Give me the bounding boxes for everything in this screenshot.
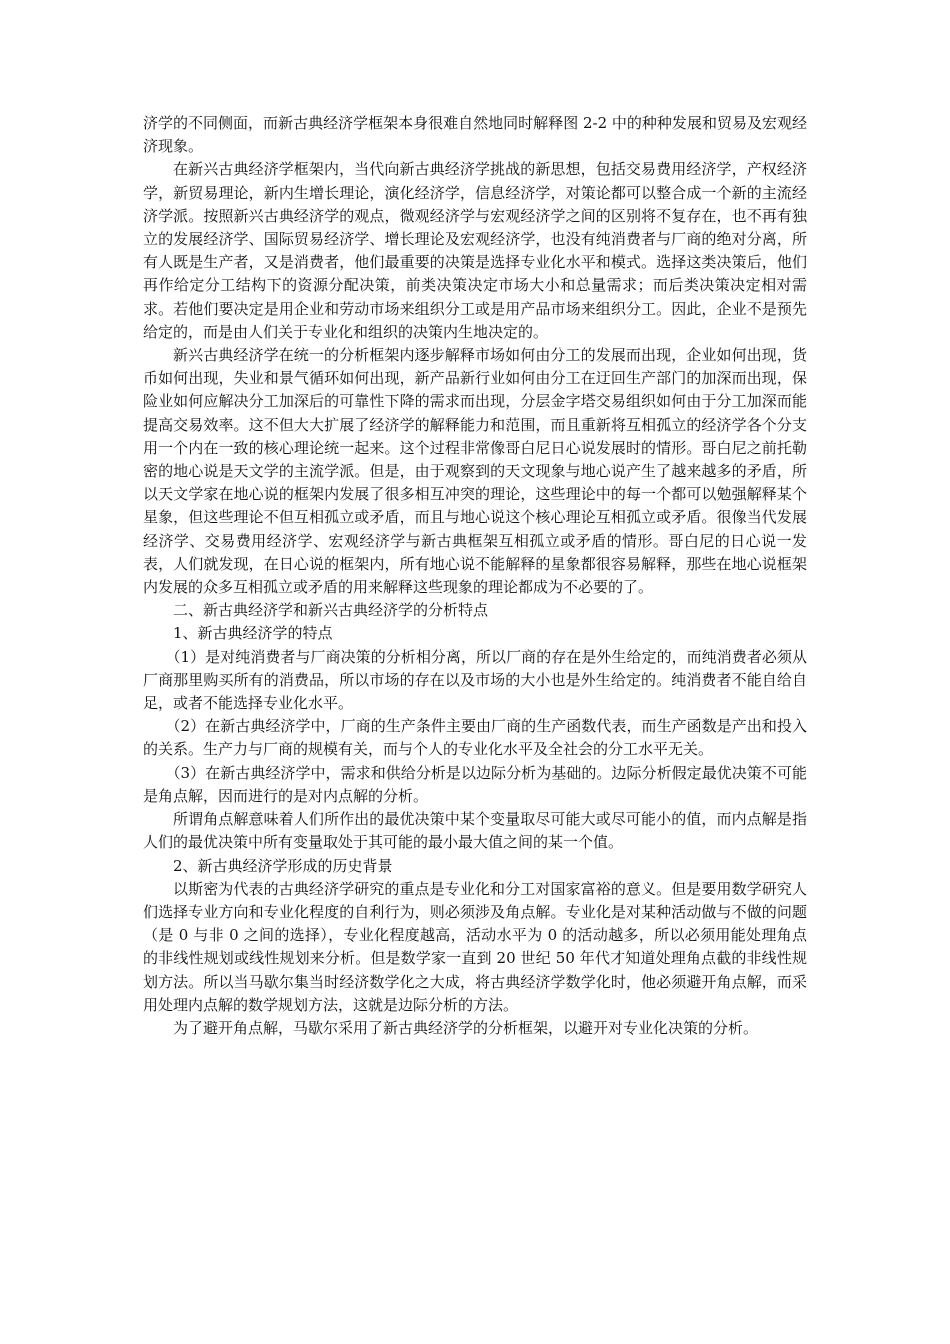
subsection-heading-1: 1、新古典经济学的特点 — [173, 624, 333, 643]
document-page — [143, 112, 807, 1040]
paragraph-2: 在新兴古典经济学框架内，当代向新古典经济学挑战的新思想，包括交易费用经济学，产权经济学，新贸易理论，新内生增长理论，演化经济学，信息经济学，对策论都可以整合成一个新的主流经济学派。按照新兴古典经济学的观点，微观经济学与宏观经济学之间的区别将不复存在，也不再有独立的发展经济学、国际贸易经济学、增长理论及宏观经济学，也没有纯消费者与厂商的绝对分离，所有人既是生产者，又是消费者，他们最重要的决策是选择专业化水平和模式。选择这类决策后，他们再作给定分工结构下的资源分配决策，前类决策决定市场大小和总量需求；而后类决策决定相对需求。若他们要决定是用企业和劳动市场来组织分工或是用产品市场来组织分工。因此，企业不是预先给定的，而是由人们关于专业化和组织的决策内生地决定的。 — [143, 160, 807, 341]
paragraph-1: 济学的不同侧面，而新古典经济学框架本身很难自然地同时解释图 2-2 中的种种发展和贸易及宏观经济现象。 — [143, 114, 807, 156]
list-item-3: （3）在新古典经济学中，需求和供给分析是以边际分析为基础的。边际分析假定最优决策不可能是角点解，因而进行的是对内点解的分析。 — [143, 763, 807, 805]
paragraph-marshall: 为了避开角点解，马歇尔采用了新古典经济学的分析框架，以避开对专业化决策的分析。 — [173, 1018, 759, 1037]
list-item-1: （1）是对纯消费者与厂商决策的分析相分离，所以厂商的存在是外生给定的，而纯消费者必须从厂商那里购买所有的消费品，所以市场的存在以及市场的大小也是外生给定的。纯消费者不能自给自足，或者不能选择专业化水平。 — [143, 647, 807, 713]
section-heading-2: 二、新古典经济学和新兴古典经济学的分析特点 — [173, 601, 489, 620]
paragraph-history: 以斯密为代表的古典经济学研究的重点是专业化和分工对国家富裕的意义。但是要用数学研究人们选择专业方向和专业化程度的自利行为，则必须涉及角点解。专业化是对某种活动做与不做的问题（是 0 与非 0 之间的选择），专业化程度越高，活动水平为 0 的活动越多，所以必须用能处理角点的非线性规划或线性规划来分析。但是数学家一直到 20 世纪 50 年代才知道处理角点截的非线性规划方法。所以当马歇尔集当时经济数学化之大成，将古典经济学数学化时，他必须避开角点解，而采用处理内点解的数学规划方法，这就是边际分析的方法。 — [143, 879, 807, 1014]
paragraph-corner-solution: 所谓角点解意味着人们所作出的最优决策中某个变量取尽可能大或尽可能小的值，而内点解是指人们的最优决策中所有变量取处于其可能的最小最大值之间的某一个值。 — [143, 810, 807, 852]
subsection-heading-2: 2、新古典经济学形成的历史背景 — [173, 856, 393, 875]
paragraph-3: 新兴古典经济学在统一的分析框架内逐步解释市场如何由分工的发展而出现，企业如何出现，货币如何出现，失业和景气循环如何出现，新产品新行业如何由分工在迂回生产部门的加深而出现，保险业如何应解决分工加深后的可靠性下降的需求而出现，分层金字塔交易组织如何由于分工加深而能提高交易效率。这不但大大扩展了经济学的解释能力和范围，而且重新将互相孤立的经济学各个分支用一个内在一致的核心理论统一起来。这个过程非常像哥白尼日心说发展时的情形。哥白尼之前托勒密的地心说是天文学的主流学派。但是，由于观察到的天文现象与地心说产生了越来越多的矛盾，所以天文学家在地心说的框架内发展了很多相互冲突的理论，这些理论中的每一个都可以勉强解释某个星象，但这些理论不但互相孤立或矛盾，而且与地心说这个核心理论互相孤立或矛盾。很像当代发展经济学、交易费用经济学、宏观经济学与新古典框架互相孤立或矛盾的情形。哥白尼的日心说一发表，人们就发现，在日心说的框架内，所有地心说不能解释的星象都很容易解释，那些在地心说框架内发展的众多互相孤立或矛盾的用来解释这些现象的理论都成为不必要的了。 — [143, 346, 807, 597]
list-item-2: （2）在新古典经济学中，厂商的生产条件主要由厂商的生产函数代表，而生产函数是产出和投入的关系。生产力与厂商的规模有关，而与个人的专业化水平及全社会的分工水平无关。 — [143, 717, 807, 759]
